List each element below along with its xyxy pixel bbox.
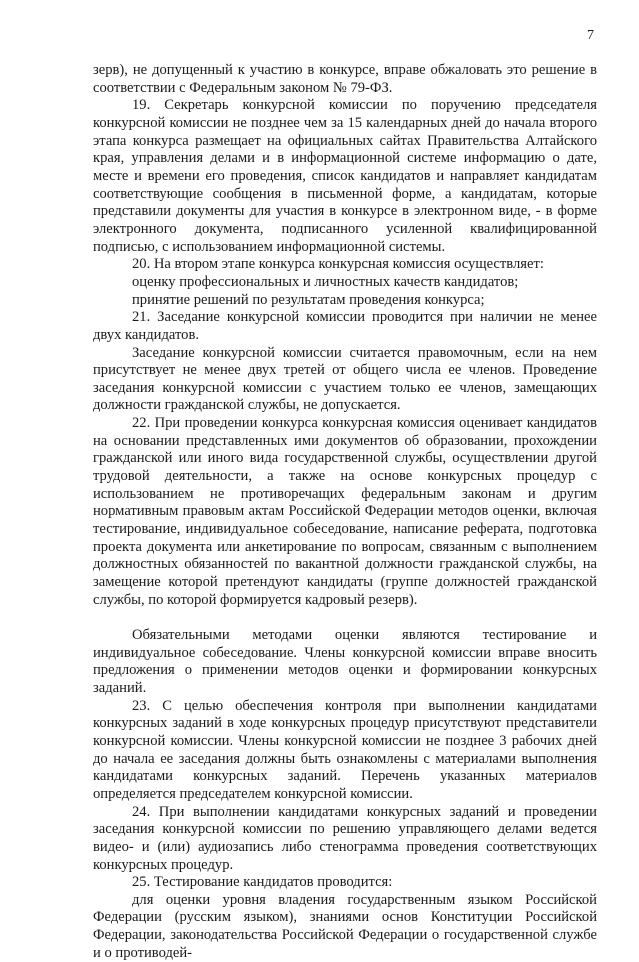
paragraph: Заседание конкурсной комиссии считается правомочным, если на нем присутствует не менее двух третей от общего числа ее членов. Проведение заседания конкурсной комиссии с участием только ее членов, замещающих должности гражданской службы, не допускается. (93, 344, 597, 414)
paragraph: зерв), не допущенный к участию в конкурсе, вправе обжаловать это решение в соответствии с Федеральным законом № 79-ФЗ. (93, 62, 597, 96)
paragraph: 19. Секретарь конкурсной комиссии по поручению председателя конкурсной комиссии не позднее чем за 15 календарных дней до начала второго этапа конкурса размещает на официальных сайтах Правительства Алтайского края, управления делами и в информационной системе информацию о дате, месте и времени его проведения, список кандидатов и направляет кандидатам соответствующие сообщения в письменной форме, а кандидатам, которые представили документы для участия в конкурсе в электронном виде, - в форме электронного документа, подписанного усиленной квалифицированной подписью, с использованием информационной системы. (93, 97, 597, 255)
paragraph: 25. Тестирование кандидатов проводится: (132, 874, 393, 891)
page-number: 7 (587, 28, 594, 43)
paragraph: оценку профессиональных и личностных качеств кандидатов; (132, 273, 519, 290)
paragraph-spacer (93, 609, 597, 627)
paragraph: Обязательными методами оценки являются тестирование и индивидуальное собеседование. Члены конкурсной комиссии вправе вносить предложения о применении методов оценки и формировании конкурсных заданий. (93, 626, 597, 696)
paragraph: 22. При проведении конкурса конкурсная комиссия оценивает кандидатов на основании представленных ими документов об образовании, прохождении гражданской или иного вида государственной службы, осуществлении другой трудовой деятельности, а также на основе конкурсных процедур с использованием не противоречащих федеральным законам и другим нормативным правовым актам Российской Федерации методов оценки, включая тестирование, индивидуальное собеседование, написание реферата, подготовка проекта документа или анкетирование по вопросам, связанным с выполнением должностных обязанностей по вакантной должности гражданской службы, на замещение которой претендуют кандидаты (группе должностей гражданской службы, по которой формируется кадровый резерв). (93, 415, 597, 608)
paragraph: 23. С целью обеспечения контроля при выполнении кандидатами конкурсных заданий в ходе конкурсных процедур присутствуют представители конкурсной комиссии. Члены конкурсной комиссии не позднее 3 рабочих дней до начала ее заседания должны быть ознакомлены с материалами выполнения кандидатами конкурсных заданий. Перечень указанных материалов определяется председателем конкурсной комиссии. (93, 697, 597, 802)
paragraph: 24. При выполнении кандидатами конкурсных заданий и проведении заседания конкурсной комиссии по решению управляющего делами ведется видео- и (или) аудиозапись либо стенограмма проведения соответствующих конкурсных процедур. (93, 803, 597, 873)
paragraph: для оценки уровня владения государственным языком Российской Федерации (русским языком), знаниями основ Конституции Российской Федерации, законодательства Российской Федерации о государственной службе и о противодей- (93, 891, 597, 961)
paragraph: 20. На втором этапе конкурса конкурсная комиссия осуществляет: (132, 256, 544, 273)
paragraph: 21. Заседание конкурсной комиссии проводится при наличии не менее двух кандидатов. (93, 309, 597, 343)
document-body (93, 62, 597, 962)
paragraph: принятие решений по результатам проведения конкурса; (132, 291, 485, 308)
